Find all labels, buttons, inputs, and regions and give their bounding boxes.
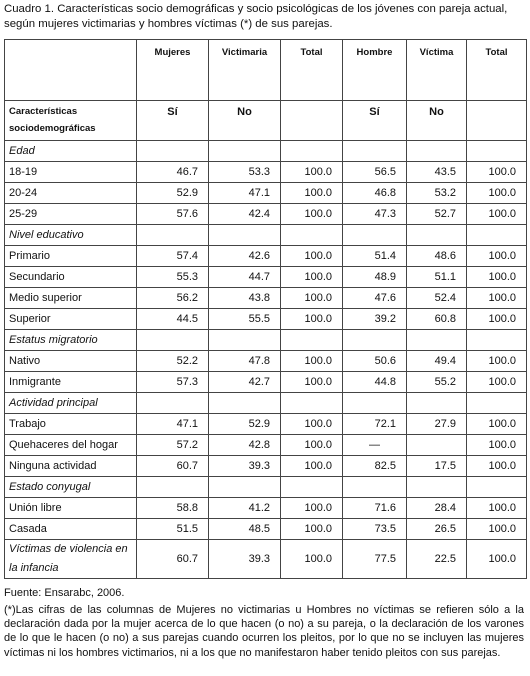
row-label: Primario bbox=[5, 246, 137, 267]
table-cell: 100.0 bbox=[281, 162, 343, 183]
table-row bbox=[5, 288, 527, 309]
table-row bbox=[5, 351, 527, 372]
table-cell: 100.0 bbox=[281, 204, 343, 225]
row-label: Trabajo bbox=[5, 414, 137, 435]
table-cell: 51.5 bbox=[137, 519, 209, 540]
empty-cell bbox=[407, 477, 467, 498]
row-label: Ninguna actividad bbox=[5, 456, 137, 477]
table-cell: 17.5 bbox=[407, 456, 467, 477]
row-label: Nativo bbox=[5, 351, 137, 372]
empty-cell bbox=[467, 330, 527, 351]
empty-cell bbox=[137, 225, 209, 246]
table-cell: 100.0 bbox=[281, 414, 343, 435]
table-cell: 57.4 bbox=[137, 246, 209, 267]
table-row bbox=[5, 456, 527, 477]
section-title: Edad bbox=[5, 141, 137, 162]
subheader-no-hombres: No bbox=[407, 101, 467, 141]
table-cell: 55.3 bbox=[137, 267, 209, 288]
table-row bbox=[5, 162, 527, 183]
table-cell: 39.3 bbox=[209, 540, 281, 579]
table-cell: 100.0 bbox=[467, 435, 527, 456]
table-cell: 42.7 bbox=[209, 372, 281, 393]
table-cell: 47.1 bbox=[137, 414, 209, 435]
table-cell: 71.6 bbox=[343, 498, 407, 519]
table-cell: 82.5 bbox=[343, 456, 407, 477]
table-cell: 100.0 bbox=[467, 540, 527, 579]
table-cell: 39.3 bbox=[209, 456, 281, 477]
empty-cell bbox=[209, 477, 281, 498]
table-body bbox=[5, 40, 527, 579]
table-row bbox=[5, 309, 527, 330]
table-cell: 100.0 bbox=[281, 540, 343, 579]
row-label: Víctimas de violencia en la infancia bbox=[5, 540, 137, 579]
row-label: Superior bbox=[5, 309, 137, 330]
empty-cell bbox=[281, 330, 343, 351]
table-cell: 100.0 bbox=[467, 414, 527, 435]
table-cell: 100.0 bbox=[467, 246, 527, 267]
table-row bbox=[5, 372, 527, 393]
table-row bbox=[5, 498, 527, 519]
table-cell: 22.5 bbox=[407, 540, 467, 579]
table-cell: 60.7 bbox=[137, 540, 209, 579]
empty-cell bbox=[137, 477, 209, 498]
column-header-total-mujeres: Total bbox=[281, 40, 343, 101]
table-cell: 39.2 bbox=[343, 309, 407, 330]
table-cell: 100.0 bbox=[281, 456, 343, 477]
section-header-row bbox=[5, 477, 527, 498]
row-label: Casada bbox=[5, 519, 137, 540]
empty-cell bbox=[343, 225, 407, 246]
table-cell: 55.5 bbox=[209, 309, 281, 330]
table-cell: 100.0 bbox=[467, 162, 527, 183]
table-row bbox=[5, 540, 527, 579]
empty-cell bbox=[137, 330, 209, 351]
table-row bbox=[5, 204, 527, 225]
table-cell: 46.7 bbox=[137, 162, 209, 183]
column-header-mujeres: Mujeres bbox=[137, 40, 209, 101]
table-cell: 28.4 bbox=[407, 498, 467, 519]
empty-cell bbox=[209, 330, 281, 351]
footnote: (*)Las cifras de las columnas de Mujeres no victimarias u Hombres no víctimas se refieren sólo a la declaración dada por la mujer acerca de lo que hacen (o no) a su pareja, o la declaración de los varones de lo que le hacen (o no) a sus parejas cuando ocurren los pleitos, por lo que no se incluyen las mujeres víctimas ni los hombres victimarios, ni a los que no manifestaron haber tenido pleitos con sus parejas. bbox=[4, 604, 524, 659]
table-cell: 100.0 bbox=[467, 456, 527, 477]
table-cell: 100.0 bbox=[281, 246, 343, 267]
table-cell: 42.6 bbox=[209, 246, 281, 267]
empty-cell bbox=[281, 477, 343, 498]
table-cell: 100.0 bbox=[467, 351, 527, 372]
table-cell: 51.4 bbox=[343, 246, 407, 267]
table-cell: 100.0 bbox=[467, 204, 527, 225]
empty-cell bbox=[281, 141, 343, 162]
table-cell: 46.8 bbox=[343, 183, 407, 204]
table-cell: 77.5 bbox=[343, 540, 407, 579]
source-note: Fuente: Ensarabc, 2006. bbox=[4, 587, 125, 599]
row-label: Inmigrante bbox=[5, 372, 137, 393]
table-cell: 100.0 bbox=[281, 498, 343, 519]
subheader-no-mujeres: No bbox=[209, 101, 281, 141]
empty-cell bbox=[467, 477, 527, 498]
section-header-row bbox=[5, 141, 527, 162]
table-cell: 57.3 bbox=[137, 372, 209, 393]
empty-cell bbox=[281, 225, 343, 246]
table-cell: 100.0 bbox=[281, 519, 343, 540]
table-cell: 44.8 bbox=[343, 372, 407, 393]
table-cell: 50.6 bbox=[343, 351, 407, 372]
table-cell: 41.2 bbox=[209, 498, 281, 519]
row-header-label: Características sociodemográficas bbox=[5, 101, 137, 141]
subheader-empty-total bbox=[467, 101, 527, 141]
empty-cell bbox=[407, 141, 467, 162]
table-cell: 100.0 bbox=[467, 372, 527, 393]
table-cell: 42.4 bbox=[209, 204, 281, 225]
table-cell: 100.0 bbox=[281, 288, 343, 309]
row-label: Unión libre bbox=[5, 498, 137, 519]
header-empty-cell bbox=[5, 40, 137, 101]
empty-cell bbox=[343, 141, 407, 162]
table-row bbox=[5, 414, 527, 435]
empty-cell bbox=[407, 225, 467, 246]
section-title: Estado conyugal bbox=[5, 477, 137, 498]
table-cell: 58.8 bbox=[137, 498, 209, 519]
table-cell: 72.1 bbox=[343, 414, 407, 435]
table-cell: 57.2 bbox=[137, 435, 209, 456]
row-label: 20-24 bbox=[5, 183, 137, 204]
table-cell: 49.4 bbox=[407, 351, 467, 372]
empty-cell bbox=[343, 330, 407, 351]
column-header-victima: Víctima bbox=[407, 40, 467, 101]
empty-cell bbox=[137, 393, 209, 414]
table-cell: 48.5 bbox=[209, 519, 281, 540]
row-label: 25-29 bbox=[5, 204, 137, 225]
table-cell: 48.6 bbox=[407, 246, 467, 267]
empty-cell bbox=[467, 393, 527, 414]
section-header-row bbox=[5, 225, 527, 246]
section-header-row bbox=[5, 393, 527, 414]
table-cell: 48.9 bbox=[343, 267, 407, 288]
table-cell: 100.0 bbox=[467, 519, 527, 540]
table-cell: 100.0 bbox=[467, 309, 527, 330]
section-title: Estatus migratorio bbox=[5, 330, 137, 351]
table-cell: 52.4 bbox=[407, 288, 467, 309]
table-cell: 52.9 bbox=[209, 414, 281, 435]
empty-cell bbox=[209, 393, 281, 414]
empty-cell bbox=[343, 477, 407, 498]
table-cell: 100.0 bbox=[467, 267, 527, 288]
table-cell: 44.5 bbox=[137, 309, 209, 330]
subheader-si-hombres: Sí bbox=[343, 101, 407, 141]
table-cell: 56.5 bbox=[343, 162, 407, 183]
row-label: Medio superior bbox=[5, 288, 137, 309]
table-cell: 43.5 bbox=[407, 162, 467, 183]
table-cell: 53.3 bbox=[209, 162, 281, 183]
column-header-total-hombres: Total bbox=[467, 40, 527, 101]
table-cell: 52.2 bbox=[137, 351, 209, 372]
table-cell: 60.7 bbox=[137, 456, 209, 477]
table-cell: 52.7 bbox=[407, 204, 467, 225]
column-header-victimaria: Victimaria bbox=[209, 40, 281, 101]
section-title: Actividad principal bbox=[5, 393, 137, 414]
table-cell: 57.6 bbox=[137, 204, 209, 225]
table-cell: 100.0 bbox=[281, 309, 343, 330]
table-cell bbox=[407, 435, 467, 456]
column-header-hombre: Hombre bbox=[343, 40, 407, 101]
empty-cell bbox=[407, 330, 467, 351]
table-cell: 47.1 bbox=[209, 183, 281, 204]
table-caption: Cuadro 1. Características socio demográficas y socio psicológicas de los jóvenes con pareja actual, según mujeres victimarias y hombres víctimas (*) de sus parejas. bbox=[4, 3, 508, 30]
table-cell: 55.2 bbox=[407, 372, 467, 393]
table-cell: 100.0 bbox=[281, 267, 343, 288]
table-cell: — bbox=[343, 435, 407, 456]
empty-cell bbox=[209, 141, 281, 162]
empty-cell bbox=[209, 225, 281, 246]
table-cell: 60.8 bbox=[407, 309, 467, 330]
empty-cell bbox=[467, 141, 527, 162]
table-cell: 100.0 bbox=[281, 351, 343, 372]
subheader-empty-total bbox=[281, 101, 343, 141]
empty-cell bbox=[407, 393, 467, 414]
empty-cell bbox=[343, 393, 407, 414]
table-cell: 100.0 bbox=[467, 183, 527, 204]
table-row bbox=[5, 183, 527, 204]
column-header-row bbox=[5, 40, 527, 101]
row-label: Secundario bbox=[5, 267, 137, 288]
table-row bbox=[5, 519, 527, 540]
table-row bbox=[5, 435, 527, 456]
table-cell: 100.0 bbox=[467, 498, 527, 519]
table-cell: 43.8 bbox=[209, 288, 281, 309]
table-cell: 42.8 bbox=[209, 435, 281, 456]
table-cell: 44.7 bbox=[209, 267, 281, 288]
subheader-row bbox=[5, 101, 527, 141]
table-row bbox=[5, 267, 527, 288]
table-cell: 100.0 bbox=[281, 435, 343, 456]
empty-cell bbox=[137, 141, 209, 162]
table-cell: 73.5 bbox=[343, 519, 407, 540]
table-cell: 100.0 bbox=[281, 183, 343, 204]
data-table bbox=[4, 39, 527, 579]
table-cell: 100.0 bbox=[281, 372, 343, 393]
empty-cell bbox=[467, 225, 527, 246]
table-cell: 47.6 bbox=[343, 288, 407, 309]
table-cell: 51.1 bbox=[407, 267, 467, 288]
table-cell: 26.5 bbox=[407, 519, 467, 540]
row-label: 18-19 bbox=[5, 162, 137, 183]
table-cell: 100.0 bbox=[467, 288, 527, 309]
table-cell: 52.9 bbox=[137, 183, 209, 204]
section-header-row bbox=[5, 330, 527, 351]
subheader-si-mujeres: Sí bbox=[137, 101, 209, 141]
table-cell: 47.3 bbox=[343, 204, 407, 225]
table-cell: 53.2 bbox=[407, 183, 467, 204]
section-title: Nivel educativo bbox=[5, 225, 137, 246]
table-row bbox=[5, 246, 527, 267]
table-cell: 56.2 bbox=[137, 288, 209, 309]
empty-cell bbox=[281, 393, 343, 414]
table-cell: 47.8 bbox=[209, 351, 281, 372]
row-label: Quehaceres del hogar bbox=[5, 435, 137, 456]
table-cell: 27.9 bbox=[407, 414, 467, 435]
